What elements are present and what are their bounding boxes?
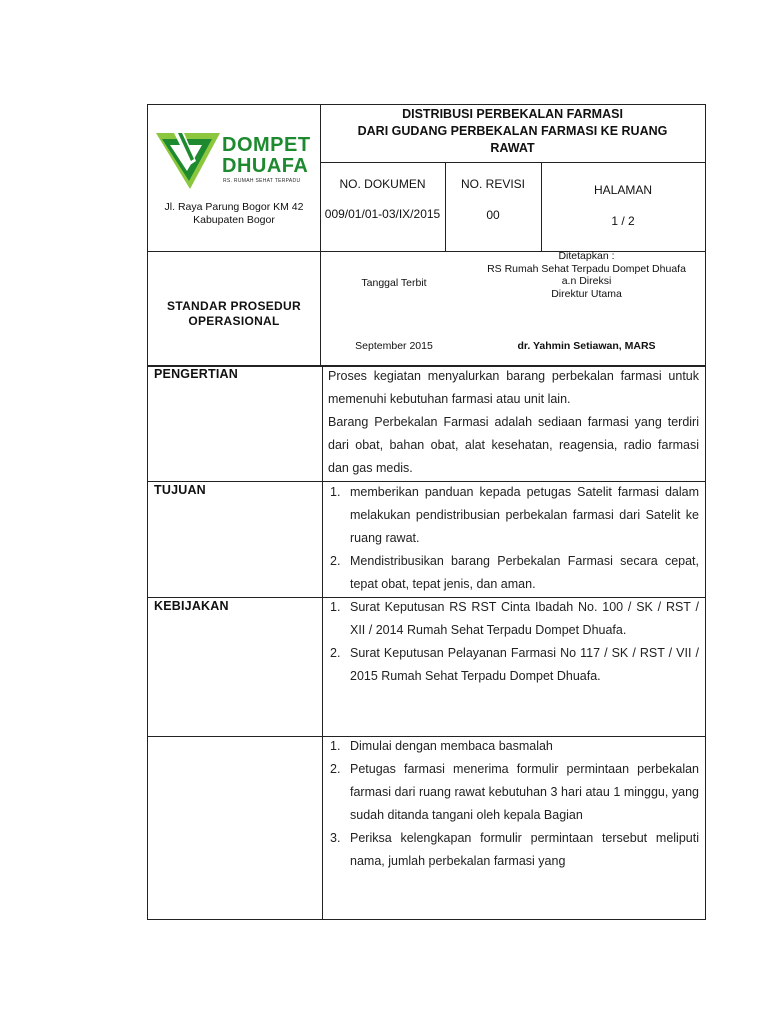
hospital-address [148, 201, 320, 227]
approver-name: dr. Yahmin Setiawan, MARS [517, 340, 656, 352]
logo-cell [148, 105, 320, 251]
page-value: 1 / 2 [611, 214, 635, 228]
list-number: 3. [330, 831, 341, 845]
title-line: DISTRIBUSI PERBEKALAN FARMASI [402, 107, 623, 121]
dompet-dhuafa-logo [156, 129, 310, 193]
section-label-pengertian: PENGERTIAN [154, 367, 238, 381]
list-text: Petugas farmasi menerima formulir permintaan perbekalan farmasi dari ruang rawat kebutuhan 3 hari atau 1 minggu, yang sudah ditanda tangani oleh kepala Bagian [350, 762, 699, 822]
section-list-kebijakan [322, 596, 699, 688]
list-number: 2. [330, 646, 341, 660]
approval-line: a.n Direksi [561, 275, 612, 287]
title-line: DARI GUDANG PERBEKALAN FARMASI KE RUANG [357, 124, 668, 138]
list-text: Surat Keputusan Pelayanan Farmasi No 117 / SK / RST / VII / 2015 Rumah Sehat Terpadu Dompet Dhuafa. [350, 646, 699, 683]
list-item [322, 481, 699, 550]
doc-number-value: 009/01/01-03/IX/2015 [324, 207, 441, 221]
list-text: Mendistribusikan barang Perbekalan Farmasi secara cepat, tepat obat, tepat jenis, dan aman. [350, 554, 699, 591]
section-list-tujuan [322, 481, 699, 596]
list-text: Dimulai dengan membaca basmalah [350, 739, 553, 753]
address-line: Kabupaten Bogor [193, 214, 275, 226]
logo-tagline: RS. RUMAH SEHAT TERPADU [223, 178, 301, 184]
approval-line: Direktur Utama [551, 287, 622, 300]
paragraph: Barang Perbekalan Farmasi adalah sediaan farmasi yang terdiri dari obat, bahan obat, alat kesehatan, reagensia, radio farmasi dan gas medis. [328, 415, 699, 475]
approval-line: Ditetapkan : [558, 250, 615, 262]
list-number: 1. [330, 739, 341, 753]
issue-date-value: September 2015 [355, 340, 433, 352]
title-line: RAWAT [490, 141, 535, 155]
sop-content-table [147, 366, 706, 920]
approval-line: RS Rumah Sehat Terpadu Dompet Dhuafa [487, 262, 686, 275]
list-item [322, 735, 699, 758]
revision-label: NO. REVISI [460, 177, 525, 191]
list-number: 2. [330, 554, 341, 568]
header-divider-vertical [541, 162, 542, 251]
logo-wordmark-bottom: DHUAFA [222, 155, 309, 177]
address-line: Jl. Raya Parung Bogor KM 42 [164, 201, 304, 213]
logo-mark-icon [156, 131, 220, 191]
list-number: 1. [330, 485, 341, 499]
revision-value: 00 [486, 208, 500, 222]
list-number: 1. [330, 600, 341, 614]
header-divider-vertical [445, 162, 446, 251]
section-body-pengertian [328, 365, 699, 480]
doc-number-label: NO. DOKUMEN [339, 177, 426, 191]
page-label: HALAMAN [593, 183, 652, 197]
list-item [322, 550, 699, 596]
section-list-prosedur [322, 735, 699, 873]
list-item [322, 642, 699, 688]
list-item [322, 596, 699, 642]
list-text: memberikan panduan kepada petugas Satelit farmasi dalam melakukan pendistribusian perbekalan farmasi dari Satelit ke ruang rawat. [350, 485, 699, 545]
document-title [320, 105, 705, 164]
list-text: Surat Keputusan RS RST Cinta Ibadah No. 100 / SK / RST / XII / 2014 Rumah Sehat Terpadu Dompet Dhuafa. [350, 600, 699, 637]
list-text: Periksa kelengkapan formulir permintaan tersebut meliputi nama, jumlah perbekalan farmasi yang [350, 831, 699, 868]
sop-title [148, 299, 320, 329]
sop-title-line: OPERASIONAL [188, 314, 280, 328]
issue-date-label: Tanggal Terbit [361, 277, 427, 289]
paragraph: Proses kegiatan menyalurkan barang perbekalan farmasi untuk memenuhi kebutuhan farmasi atau unit lain. [328, 369, 699, 406]
section-label-tujuan: TUJUAN [154, 483, 206, 497]
list-item [322, 758, 699, 827]
approval-block [468, 250, 705, 300]
section-label-kebijakan: KEBIJAKAN [154, 599, 229, 613]
list-item [322, 827, 699, 873]
list-number: 2. [330, 762, 341, 776]
document-header-table [147, 104, 706, 366]
logo-wordmark-top: DOMPET [222, 134, 311, 156]
sop-title-line: STANDAR PROSEDUR [167, 299, 301, 313]
